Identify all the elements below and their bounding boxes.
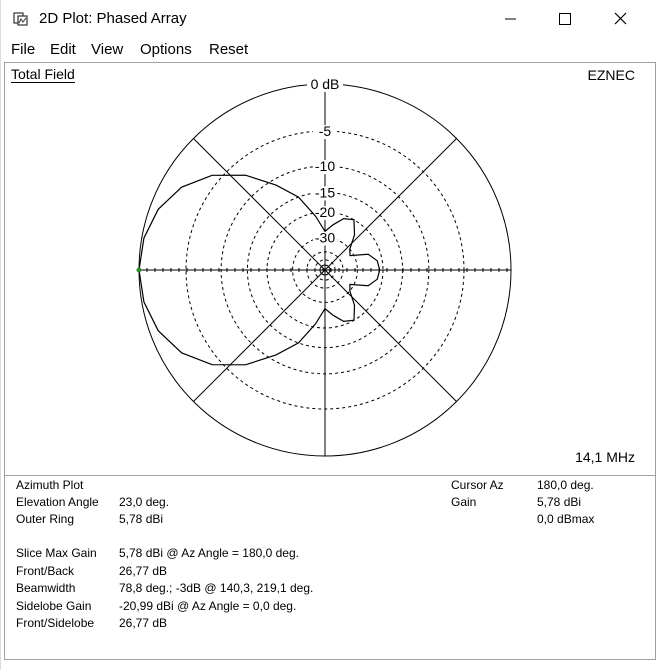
info-panel (4, 476, 656, 660)
ring-label: -5 (318, 123, 332, 140)
cursor-marker (137, 268, 142, 273)
info-label: Elevation Angle (16, 495, 99, 509)
info-value: 0,0 dBmax (537, 512, 595, 526)
info-label: Front/Sidelobe (16, 616, 95, 630)
menu-bar (1, 38, 658, 62)
frequency-label: 14,1 MHz (575, 449, 635, 465)
minimize-icon (483, 0, 537, 38)
ring-label: -15 (314, 184, 336, 201)
ring-label: 0 dB (310, 76, 340, 92)
ring-label: -10 (314, 158, 336, 175)
info-label: Slice Max Gain (16, 546, 97, 560)
info-label: Gain (451, 495, 477, 509)
maximize-icon (538, 0, 592, 38)
maximize-button[interactable] (538, 0, 592, 38)
total-field-label: Total Field (11, 66, 75, 82)
info-value: 5,78 dBi (119, 512, 164, 526)
plot-app-icon (13, 11, 29, 27)
ring-label: -20 (314, 204, 336, 221)
polar-gridline (325, 270, 457, 402)
ring-label: -30 (314, 229, 336, 246)
brand-label: EZNEC (587, 67, 635, 83)
polar-plot-area[interactable] (4, 62, 656, 476)
info-label: Outer Ring (16, 512, 75, 526)
close-icon (594, 0, 648, 38)
title-bar[interactable] (1, 0, 658, 38)
minimize-button[interactable] (483, 0, 537, 38)
info-value: 23,0 deg. (119, 495, 170, 509)
menu-view[interactable]: View (91, 41, 124, 58)
window-title: 2D Plot: Phased Array (39, 10, 187, 27)
close-button[interactable] (594, 0, 648, 38)
menu-edit[interactable]: Edit (50, 41, 76, 58)
info-label: Cursor Az (451, 478, 504, 492)
info-value: 26,77 dB (119, 563, 168, 578)
info-value: 5,78 dBi @ Az Angle = 180,0 deg. (119, 546, 299, 560)
info-value: 180,0 deg. (537, 478, 594, 492)
polar-plot[interactable] (5, 63, 655, 475)
info-label: Front/Back (16, 563, 75, 578)
menu-options[interactable]: Options (140, 41, 192, 58)
info-value: 26,77 dB (119, 616, 168, 630)
polar-gridline (325, 138, 457, 270)
info-value: 5,78 dBi (537, 495, 582, 509)
info-value: -20,99 dBi @ Az Angle = 0,0 deg. (119, 598, 297, 613)
menu-reset[interactable]: Reset (209, 41, 249, 58)
info-label: Sidelobe Gain (16, 598, 92, 613)
menu-file[interactable]: File (11, 41, 36, 58)
info-label: Beamwidth (16, 581, 76, 595)
info-label: Azimuth Plot (16, 478, 84, 492)
info-value: 78,8 deg.; -3dB @ 140,3, 219,1 deg. (119, 581, 314, 595)
